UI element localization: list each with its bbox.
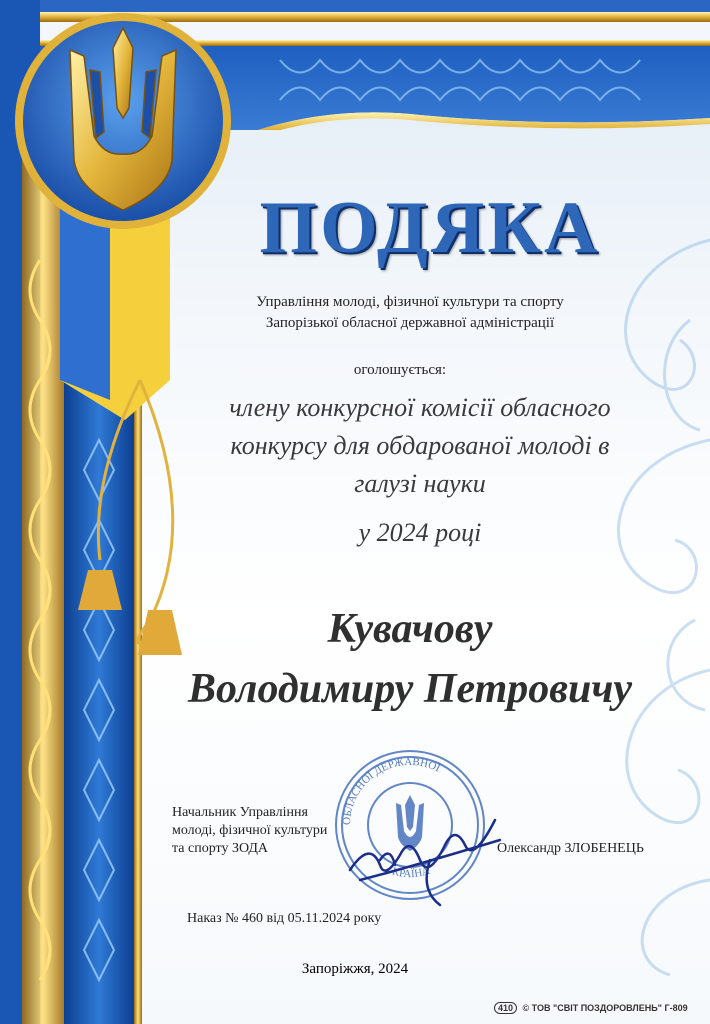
reason-line-1: члену конкурсної комісії обласного [229, 393, 611, 422]
announce-text: оголошується: [353, 362, 447, 378]
position-line-2: молоді, фізичної культури [172, 823, 328, 838]
recipient-surname: Кувачову [327, 606, 493, 652]
signatory-position [172, 804, 372, 858]
organization-line-2: Запорізької обласної державної адміністрації [265, 315, 555, 331]
certificate-title: ПОДЯКА [259, 187, 601, 269]
catalog-badge: 410 [494, 1002, 517, 1014]
city-year: Запоріжжя, 2024 [301, 961, 409, 977]
reason-year: у 2024 році [358, 518, 482, 547]
position-line-1: Начальник Управління [172, 805, 308, 820]
reason-line-3: галузі науки [354, 469, 486, 498]
reason-line-2: конкурсу для обдарованої молоді в [230, 431, 610, 460]
publisher-name: © ТОВ "СВІТ ПОЗДОРОВЛЕНЬ" [522, 1003, 662, 1013]
organization-line-1: Управління молоді, фізичної культури та спорту [256, 294, 564, 310]
publisher-footer [494, 1002, 688, 1014]
position-line-3: та спорту ЗОДА [172, 841, 269, 856]
svg-text:КРАЇНА: КРАЇНА [390, 864, 432, 881]
signatory-name: Олександр ЗЛОБЕНЕЦЬ [497, 841, 644, 856]
svg-text:ОБЛАСНОЇ ДЕРЖАВНОЇ: ОБЛАСНОЇ ДЕРЖАВНОЇ [340, 755, 443, 826]
order-reference: Наказ № 460 від 05.11.2024 року [187, 911, 382, 926]
product-code: Г-809 [664, 1003, 688, 1013]
recipient-given-names: Володимиру Петровичу [187, 666, 633, 712]
